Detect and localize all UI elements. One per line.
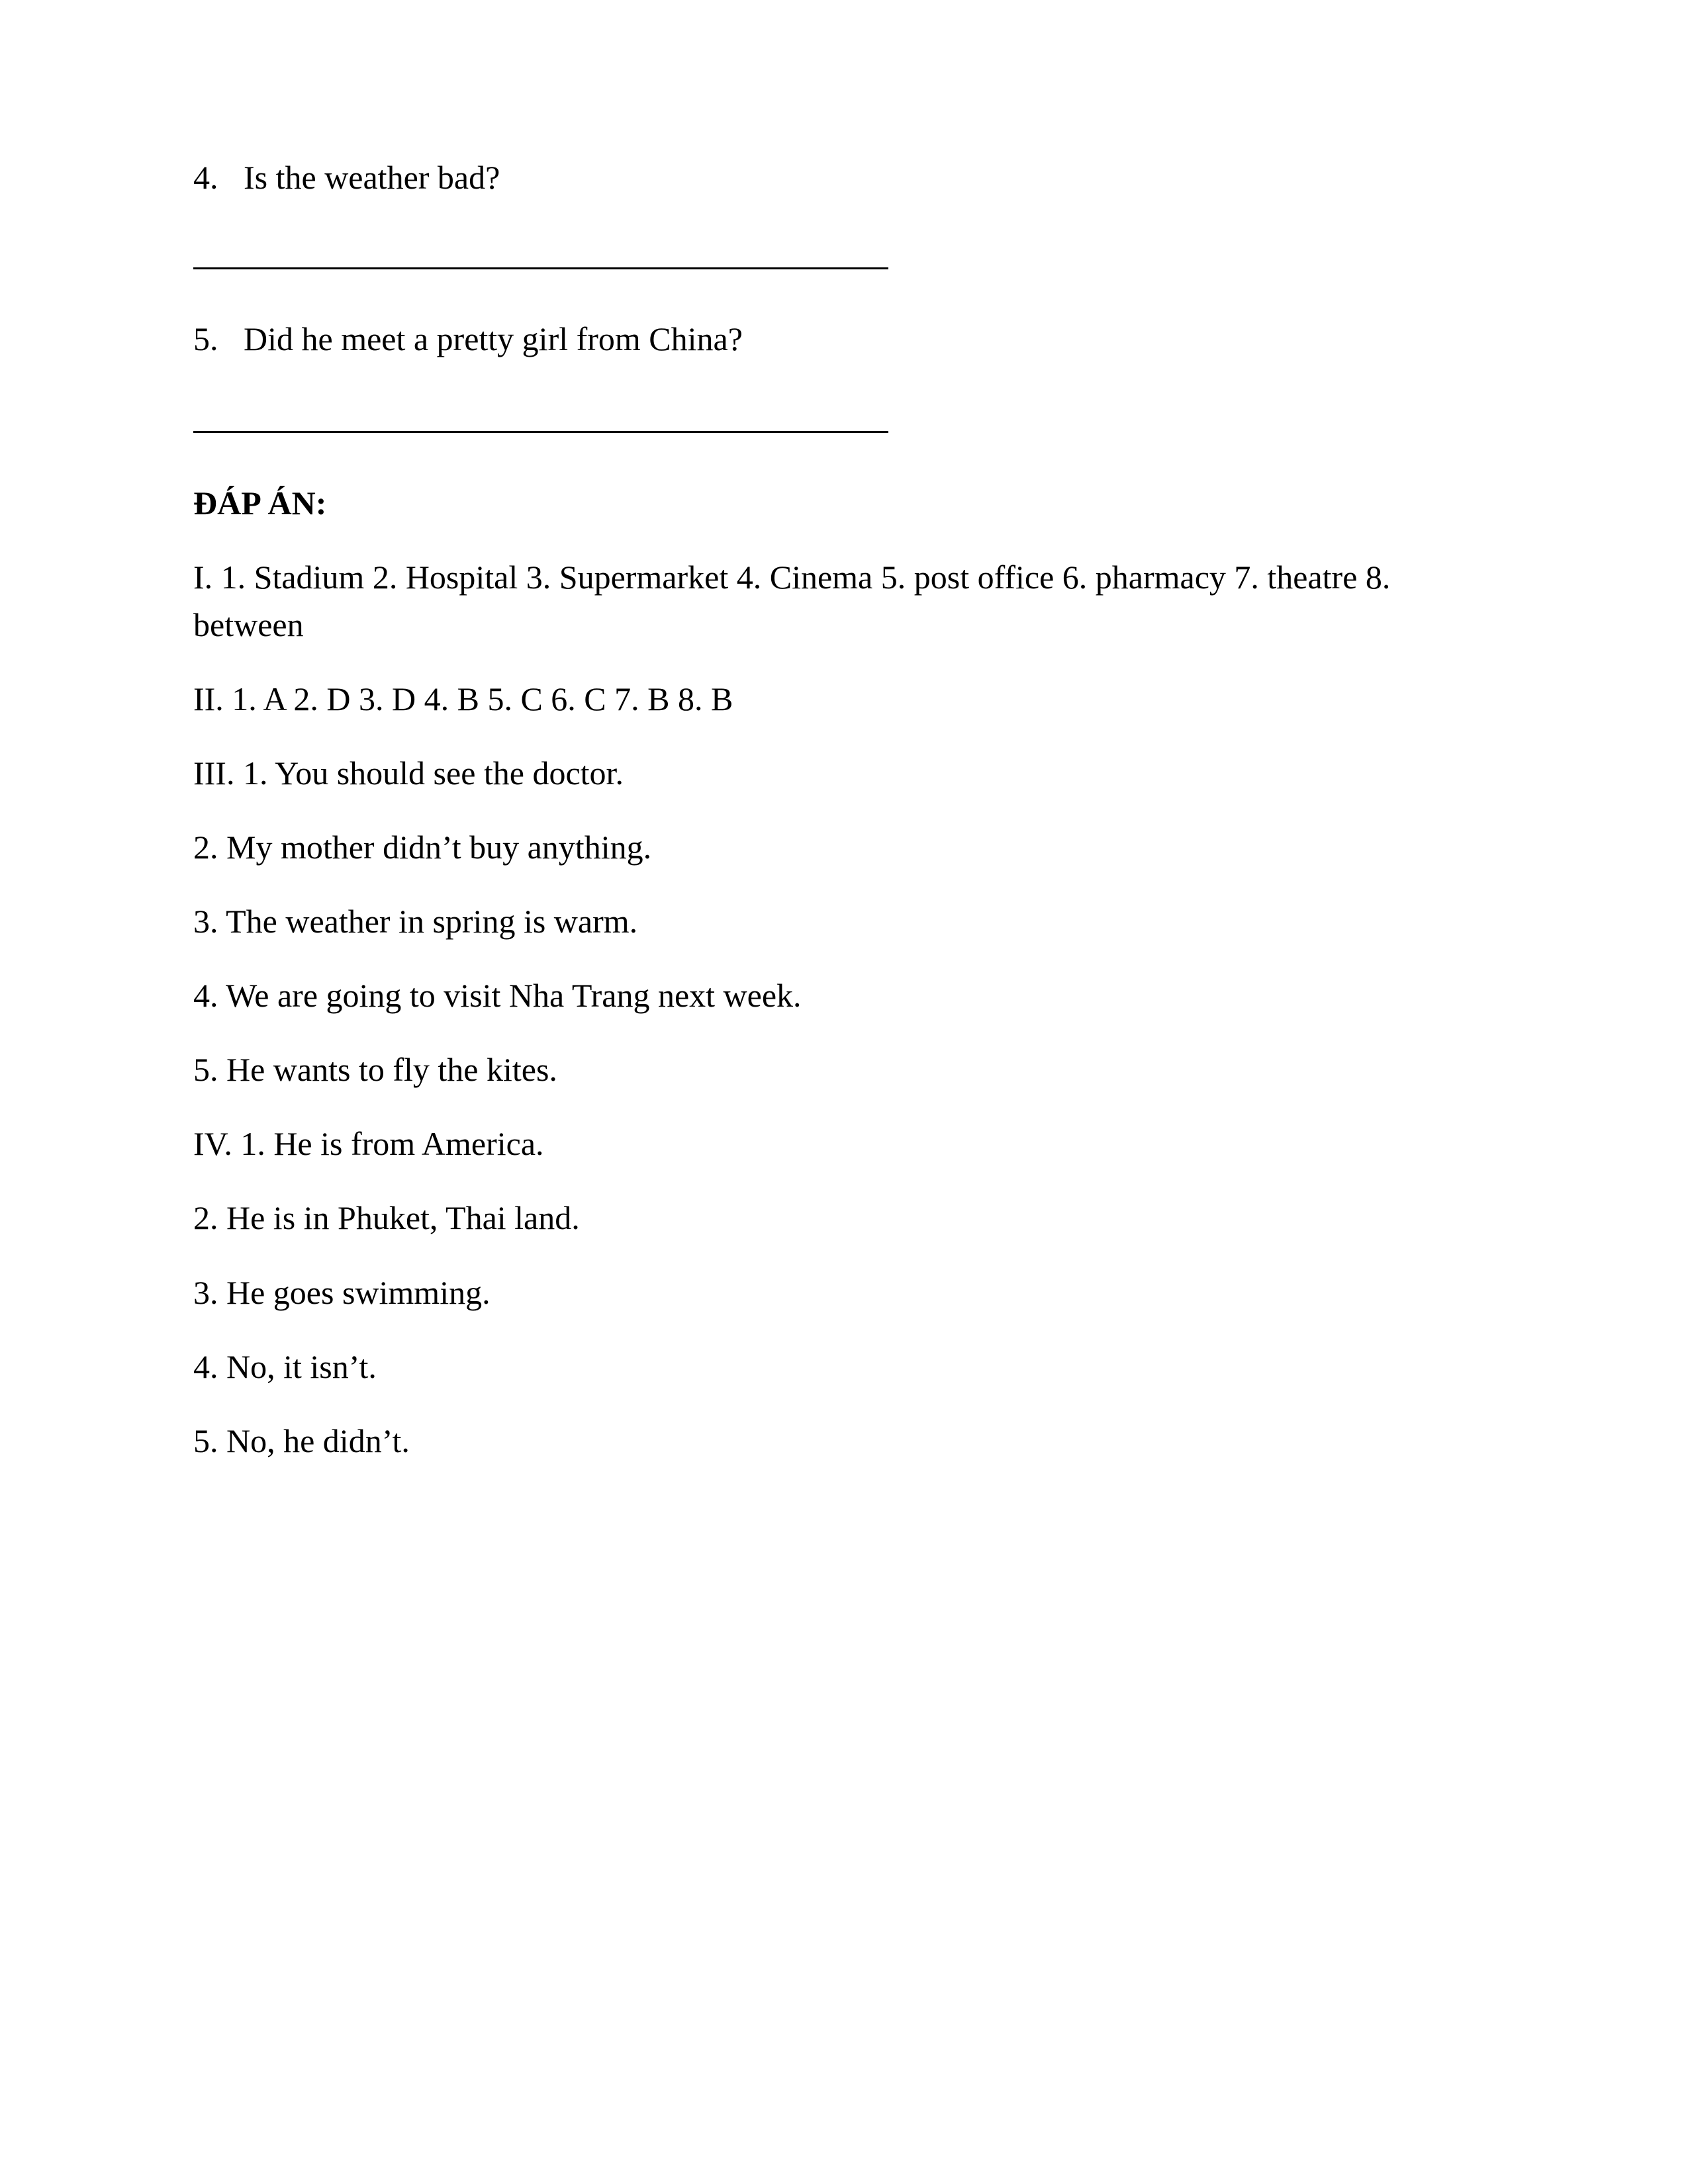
question-number: 4. <box>193 159 218 196</box>
question-text: Is the weather bad? <box>244 159 500 196</box>
answer-part-4-4: 4. No, it isn’t. <box>193 1348 377 1385</box>
answer-part-2: II. 1. A 2. D 3. D 4. B 5. C 6. C 7. B 8. B <box>193 680 733 717</box>
answer-part-4-2: 2. He is in Phuket, Thai land. <box>193 1199 580 1236</box>
answer-blank-line <box>193 431 888 433</box>
question-text: Did he meet a pretty girl from China? <box>244 320 743 357</box>
answer-part-4-1: IV. 1. He is from America. <box>193 1125 544 1162</box>
answer-part-3-4: 4. We are going to visit Nha Trang next week. <box>193 977 802 1014</box>
question-number: 5. <box>193 320 218 357</box>
answer-part-3-5: 5. He wants to fly the kites. <box>193 1051 557 1088</box>
question-5 <box>193 319 743 359</box>
answer-part-3-1: III. 1. You should see the doctor. <box>193 754 624 792</box>
answer-blank-line <box>193 267 888 269</box>
answer-part-4-3: 3. He goes swimming. <box>193 1274 491 1311</box>
question-4 <box>193 158 500 197</box>
answer-part-3-2: 2. My mother didn’t buy anything. <box>193 829 652 866</box>
answer-part-3-3: 3. The weather in spring is warm. <box>193 903 638 940</box>
answer-part-4-5: 5. No, he didn’t. <box>193 1422 410 1459</box>
answer-part-1: I. 1. Stadium 2. Hospital 3. Supermarket 4. Cinema 5. post office 6. pharmacy 7. theatre 8. between <box>193 559 1391 643</box>
answer-key-heading: ĐÁP ÁN: <box>193 484 327 522</box>
